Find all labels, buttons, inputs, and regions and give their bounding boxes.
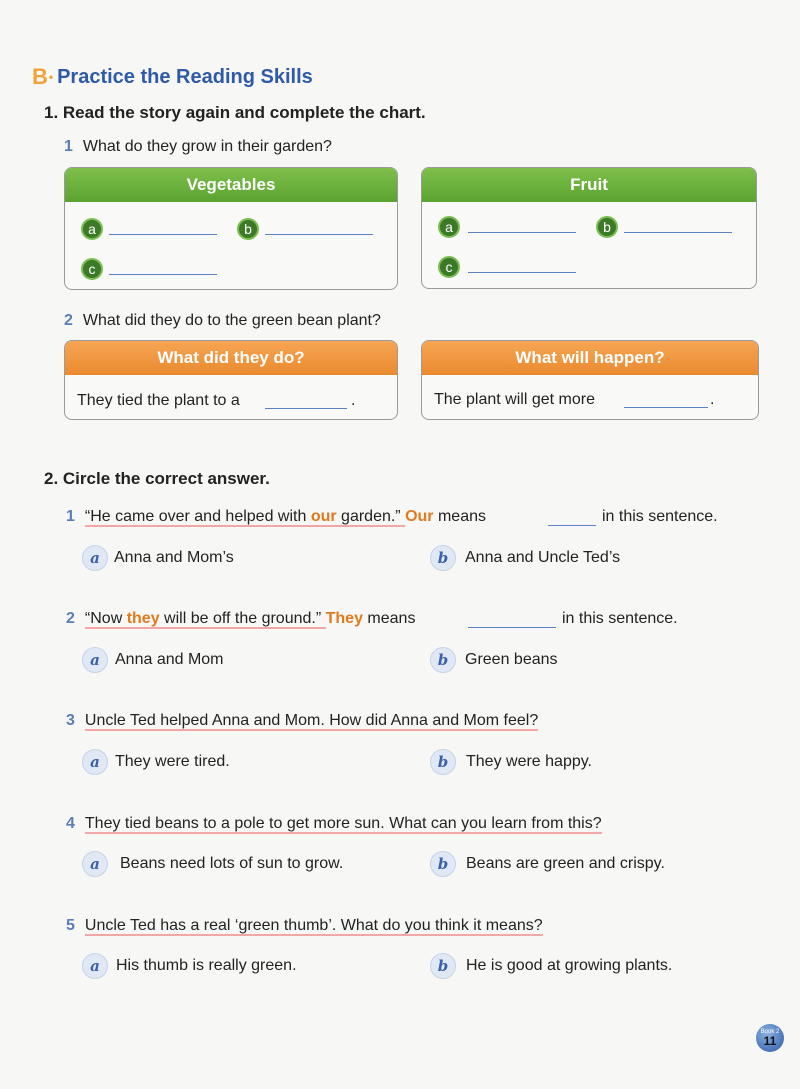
option-b-1[interactable]: b	[430, 545, 456, 571]
option-b-5[interactable]: b	[430, 953, 456, 979]
label-b: b	[237, 218, 259, 240]
item-5-question: 5 Uncle Ted has a real ‘green thumb’. What do you think it means?	[66, 917, 543, 934]
vegetables-box	[64, 167, 398, 290]
option-a-2-text: Anna and Mom	[115, 651, 224, 668]
sub-question-2: 2 What did they do to the green bean plant?	[64, 312, 381, 329]
did-blank[interactable]	[265, 408, 347, 409]
option-b-5-text: He is good at growing plants.	[466, 957, 673, 974]
option-b-3[interactable]: b	[430, 749, 456, 775]
what-did-they-do-box	[64, 340, 398, 420]
vegetable-blank-b[interactable]	[265, 234, 373, 235]
section-letter: B	[32, 64, 48, 89]
option-b-4-text: Beans are green and crispy.	[466, 855, 665, 872]
item-2-after: in this sentence.	[562, 610, 678, 627]
item-4-question: 4 They tied beans to a pole to get more sun. What can you learn from this?	[66, 815, 602, 832]
question-2-heading: 2. Circle the correct answer.	[44, 469, 270, 488]
fruit-blank-a[interactable]	[468, 232, 576, 233]
item-3-question: 3 Uncle Ted helped Anna and Mom. How did Anna and Mom feel?	[66, 712, 539, 729]
section-title: B • Practice the Reading Skills	[32, 64, 313, 89]
page-number-badge	[756, 1024, 786, 1054]
fruit-box	[421, 167, 757, 289]
label-b: b	[596, 216, 618, 238]
fruit-header: Fruit	[422, 168, 756, 202]
book-label: Book 2	[760, 1029, 780, 1035]
section-heading: Practice the Reading Skills	[57, 65, 313, 88]
what-did-they-do-text: They tied the plant to a	[77, 392, 240, 409]
option-a-1-text: Anna and Mom’s	[114, 549, 234, 566]
option-b-2[interactable]: b	[430, 647, 456, 673]
option-a-5[interactable]: a	[82, 953, 108, 979]
option-b-3-text: They were happy.	[466, 753, 592, 770]
fruit-blank-c[interactable]	[468, 272, 576, 273]
option-a-5-text: His thumb is really green.	[116, 957, 297, 974]
option-a-1[interactable]: a	[82, 545, 108, 571]
item-1-blank[interactable]	[548, 525, 596, 526]
option-a-2[interactable]: a	[82, 647, 108, 673]
label-a: a	[438, 216, 460, 238]
question-1-heading: 1. Read the story again and complete the chart.	[44, 103, 426, 122]
label-a: a	[81, 218, 103, 240]
item-1-after: in this sentence.	[602, 508, 718, 525]
did-end: .	[351, 392, 356, 409]
label-c: c	[438, 256, 460, 278]
option-a-3-text: They were tired.	[115, 753, 230, 770]
label-c: c	[81, 258, 103, 280]
fruit-blank-b[interactable]	[624, 232, 732, 233]
item-1-question: 1 “He came over and helped with our garden.” Our means	[66, 508, 486, 525]
vegetable-blank-c[interactable]	[109, 274, 217, 275]
vegetable-blank-a[interactable]	[109, 234, 217, 235]
option-a-4[interactable]: a	[82, 851, 108, 877]
page-number: 11	[763, 1034, 777, 1048]
vegetables-header: Vegetables	[65, 168, 397, 202]
option-a-3[interactable]: a	[82, 749, 108, 775]
what-did-they-do-header: What did they do?	[65, 341, 397, 375]
what-will-happen-header: What will happen?	[422, 341, 758, 375]
what-will-happen-text: The plant will get more	[434, 391, 595, 408]
option-b-1-text: Anna and Uncle Ted’s	[465, 549, 621, 566]
will-blank[interactable]	[624, 407, 708, 408]
item-2-blank[interactable]	[468, 627, 556, 628]
item-2-question: 2 “Now they will be off the ground.” They means	[66, 610, 416, 627]
will-end: .	[710, 391, 715, 408]
option-b-4[interactable]: b	[430, 851, 456, 877]
option-b-2-text: Green beans	[465, 651, 558, 668]
sub-question-1: 1 What do they grow in their garden?	[64, 138, 332, 155]
what-will-happen-box	[421, 340, 759, 420]
option-a-4-text: Beans need lots of sun to grow.	[120, 855, 344, 872]
